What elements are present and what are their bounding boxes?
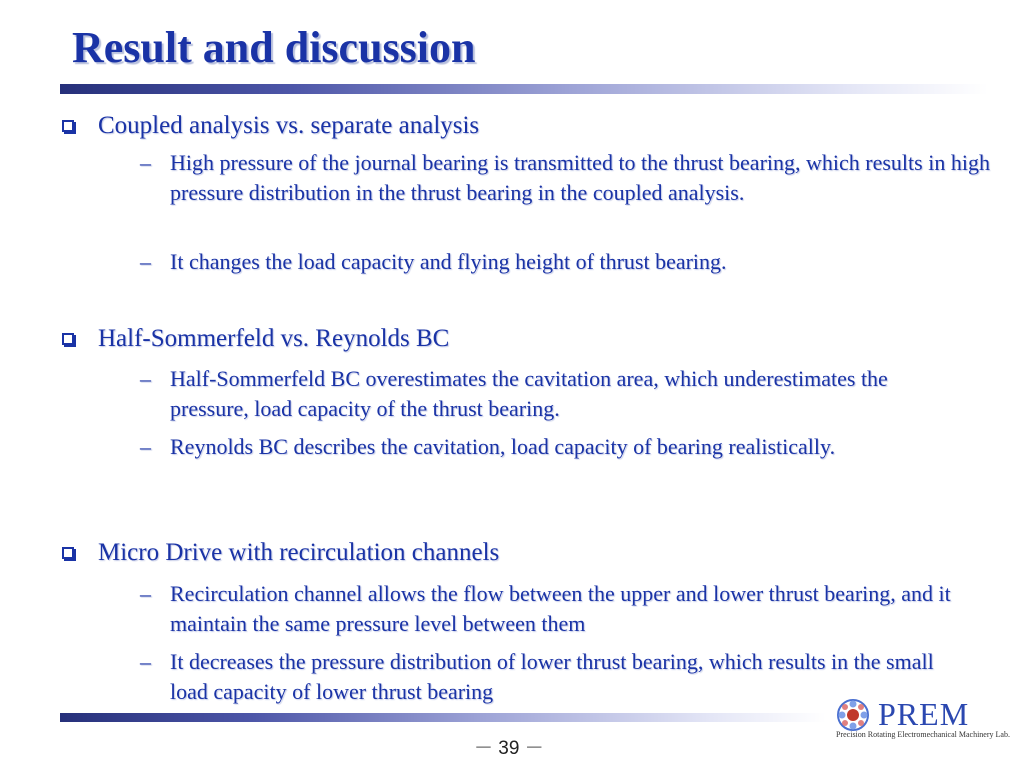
footer-divider-bar [60,713,826,722]
sub-point: – High pressure of the journal bearing is transmitted to the thrust bearing, which results in high pressure distribution in the thrust bearing in the coupled analysis. [140,148,990,208]
section-heading-text: Half-Sommerfeld vs. Reynolds BC [98,325,450,352]
section-heading-text: Micro Drive with recirculation channels [98,539,500,566]
sub-point: – It decreases the pressure distribution of lower thrust bearing, which results in the small load capacity of lower thrust bearing [140,647,940,707]
logo-subtitle: Precision Rotating Electromechanical Machinery Lab. [836,730,1010,739]
square-bullet-icon [62,120,74,132]
sub-point-text: It decreases the pressure distribution of lower thrust bearing, which results in the small load capacity of lower thrust bearing [170,649,934,704]
gear-cluster-icon [836,698,870,732]
sub-point: – Half-Sommerfeld BC overestimates the cavitation area, which underestimates the pressure, load capacity of the thrust bearing. [140,364,900,424]
section-heading-coupled [62,112,479,140]
section-heading-text: Coupled analysis vs. separate analysis [98,112,480,139]
section-heading-half-sommerfeld [62,325,449,353]
title-divider-bar [60,84,988,94]
page-number: － 39 － [474,738,544,759]
square-bullet-icon [62,547,74,559]
square-bullet-icon [62,333,74,345]
sub-point-text: Recirculation channel allows the flow between the upper and lower thrust bearing, and it maintain the same pressure level between them [170,581,951,636]
slide-title: Result and discussion [72,23,476,72]
sub-point: – It changes the load capacity and flying height of thrust bearing. [140,247,990,277]
sub-point-text: High pressure of the journal bearing is transmitted to the thrust bearing, which results in high pressure distribution in the thrust bearing in the coupled analysis. [170,150,990,205]
logo-name: PREM [878,696,970,732]
sub-point: – Reynolds BC describes the cavitation, load capacity of bearing realistically. [140,432,900,462]
sub-point-text: It changes the load capacity and flying height of thrust bearing. [170,249,727,274]
prem-logo [834,696,1010,742]
sub-point: – Recirculation channel allows the flow between the upper and lower thrust bearing, and it maintain the same pressure level between them [140,579,960,639]
sub-point-text: Half-Sommerfeld BC overestimates the cavitation area, which underestimates the pressure, load capacity of the thrust bearing. [170,366,888,421]
sub-point-text: Reynolds BC describes the cavitation, load capacity of bearing realistically. [170,434,836,459]
section-heading-micro-drive [62,539,499,567]
